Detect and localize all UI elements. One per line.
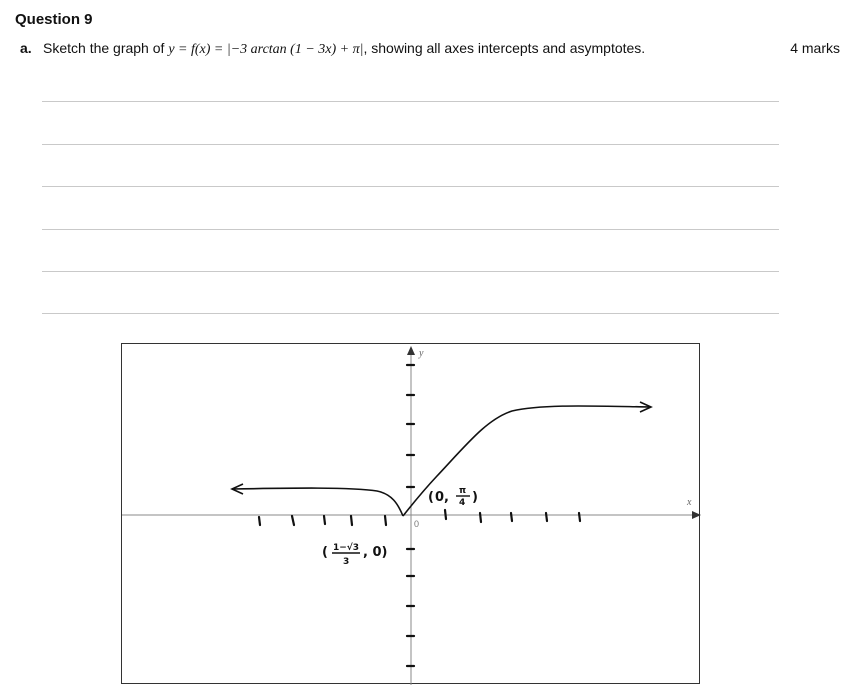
y-intercept-close: ) <box>472 490 478 505</box>
x-tick <box>351 516 352 525</box>
y-intercept-comma: , <box>444 490 449 505</box>
answer-line <box>42 186 779 187</box>
x-tick-marks <box>259 510 580 525</box>
prompt-suffix: , showing all axes intercepts and asymptotes. <box>363 40 646 56</box>
graph-sketch <box>122 344 701 685</box>
part-label: a. <box>20 40 32 56</box>
function-expression: y = f(x) = |−3 arctan (1 − 3x) + π| <box>168 42 364 57</box>
y-intercept-numerator: π <box>459 486 467 496</box>
x-tick <box>324 516 325 524</box>
x-intercept-annotation <box>322 542 387 567</box>
marks-label: 4 marks <box>790 40 840 56</box>
x-tick <box>511 513 512 521</box>
answer-line <box>42 271 779 272</box>
x-intercept-coords-tail: , 0) <box>363 545 388 560</box>
x-tick <box>385 516 386 525</box>
x-tick <box>546 513 547 521</box>
x-tick <box>579 513 580 521</box>
prompt-prefix: Sketch the graph of <box>43 40 169 56</box>
x-axis-label: x <box>687 497 692 508</box>
y-axis-label: y <box>419 348 424 359</box>
y-intercept-annotation <box>428 486 478 508</box>
answer-line <box>42 313 779 314</box>
x-tick <box>445 510 446 519</box>
answer-line <box>42 101 779 102</box>
x-intercept-denominator: 3 <box>343 557 350 567</box>
graph-frame <box>121 343 700 684</box>
curve-left-branch <box>232 488 403 516</box>
x-tick <box>292 516 294 525</box>
answer-line <box>42 229 779 230</box>
answer-line <box>42 144 779 145</box>
y-intercept-open: ( <box>428 490 434 505</box>
question-title: Question 9 <box>15 11 93 28</box>
x-intercept-open-paren: ( <box>322 545 328 560</box>
y-intercept-denominator: 4 <box>459 498 466 508</box>
x-intercept-numerator: 1−√3 <box>333 543 360 553</box>
y-axis-arrow-icon <box>407 346 415 355</box>
y-intercept-x: 0 <box>435 490 445 505</box>
x-tick <box>480 513 481 522</box>
question-prompt <box>43 40 645 58</box>
origin-label: 0 <box>414 519 420 529</box>
x-tick <box>259 517 260 525</box>
x-axis-arrow-icon <box>692 511 701 519</box>
